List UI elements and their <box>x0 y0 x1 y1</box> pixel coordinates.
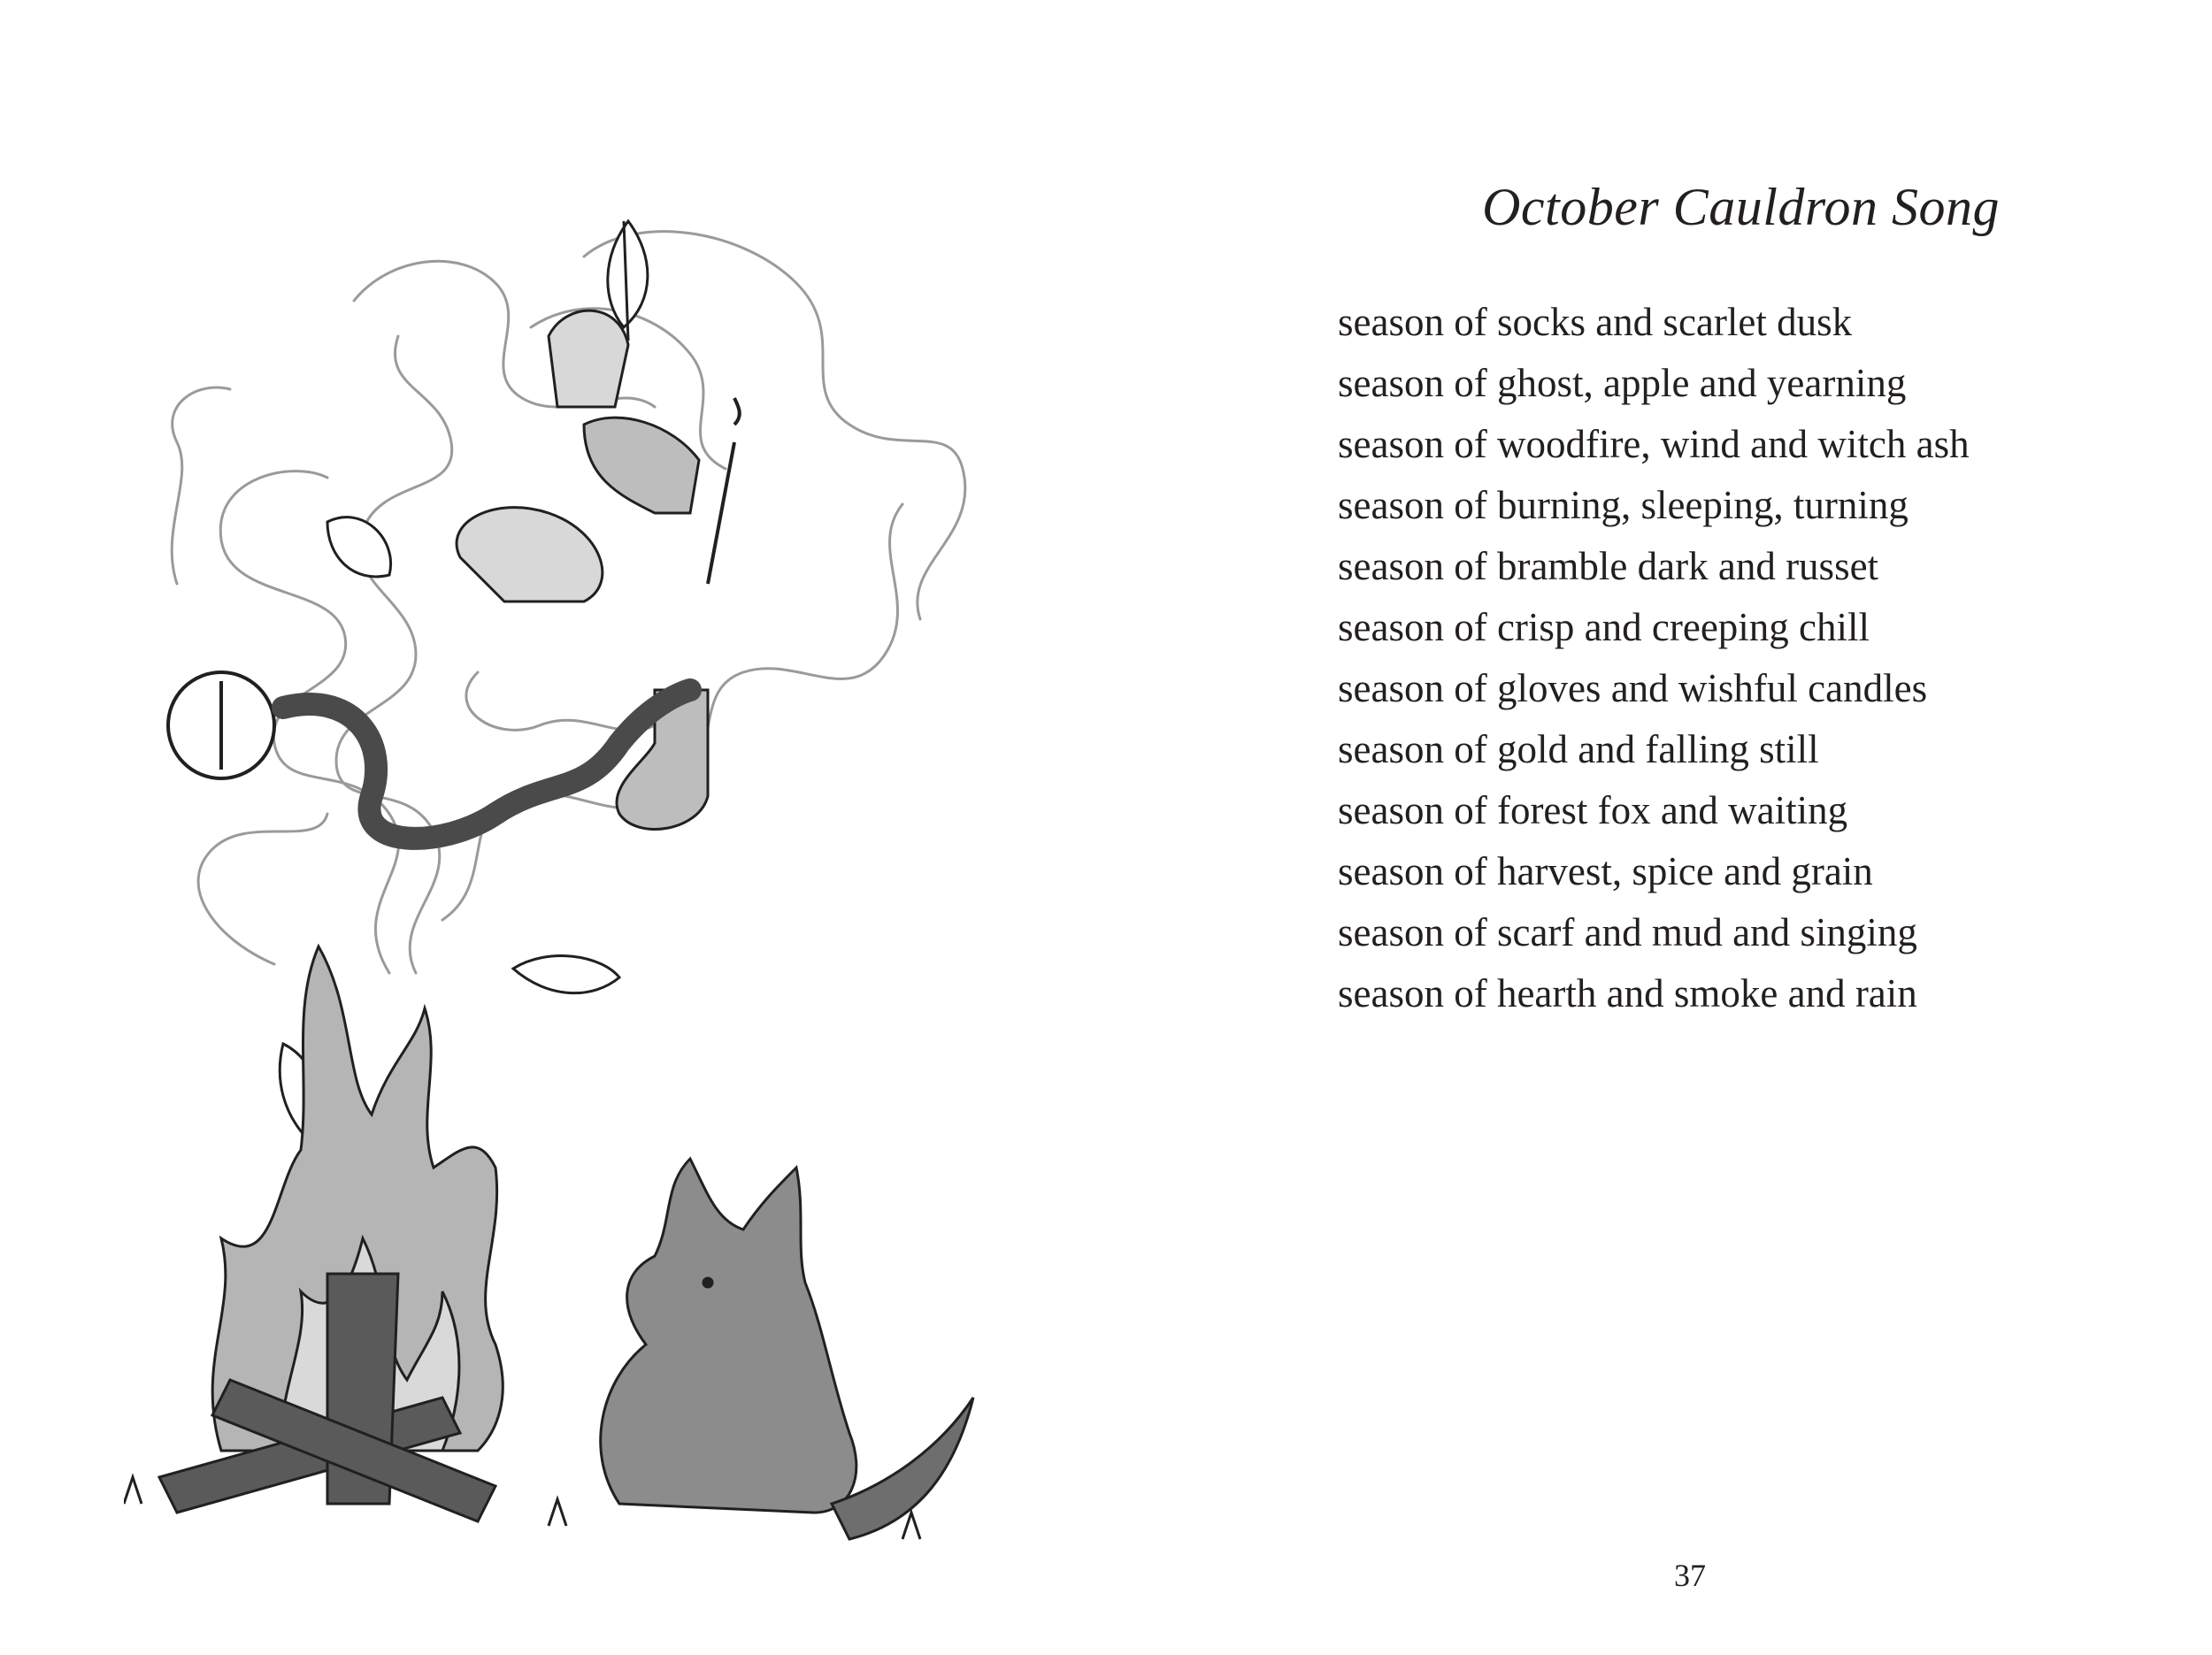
fox-icon <box>601 1159 973 1539</box>
poem-line: season of ghost, apple and yearning <box>1338 361 1907 405</box>
poem-line: season of scarf and mud and singing <box>1338 910 1917 954</box>
poem-line: season of gold and falling still <box>1338 727 1819 771</box>
poem-line: season of socks and scarlet dusk <box>1338 300 1853 344</box>
poem-line: season of hearth and smoke and rain <box>1338 971 1917 1015</box>
poem-line: season of bramble dark and russet <box>1338 544 1879 588</box>
poem-line: season of burning, sleeping, turning <box>1338 483 1909 527</box>
poem-line: season of crisp and creeping chill <box>1338 605 1870 649</box>
poem-line: season of harvest, spice and grain <box>1338 849 1873 893</box>
poem-line: season of forest fox and waiting <box>1338 788 1848 832</box>
candle-icon <box>708 398 740 584</box>
illustration-svg <box>124 124 1009 1557</box>
bonfire-fox-illustration <box>124 124 1009 1557</box>
page-number: 37 <box>1674 1558 1706 1593</box>
poem-body <box>1338 292 2134 1024</box>
poem-title: October Cauldron Song <box>1482 178 2000 236</box>
poem-line: season of woodfire, wind and witch ash <box>1338 422 1970 466</box>
apple-icon <box>168 672 274 778</box>
poem-line: season of gloves and wishful candles <box>1338 666 1928 710</box>
